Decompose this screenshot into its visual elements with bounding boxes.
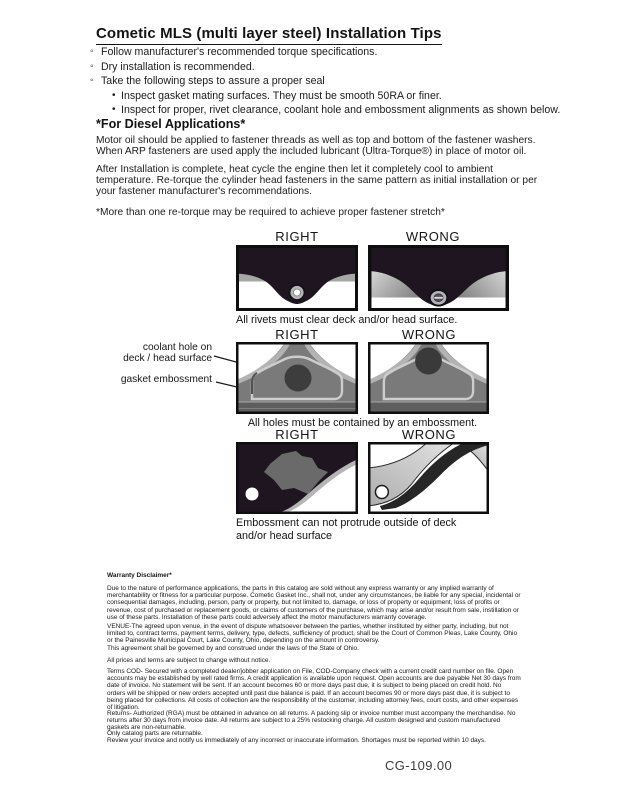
tip-item: ◦ Take the following steps to assure a proper seal (91, 74, 561, 89)
diesel-paragraph-2: After Installation is complete, heat cycle the engine then let it completely cool to ambient temperature. Re-torque the cylinder head fasteners in the same pattern as initial installation or per your fastener manufacturer's recommendations. (96, 164, 538, 197)
terms-cod-clause: Terms COD- Secured with a completed dealer/jobber application on File, COD-Company check with a current credit card number on file. Open accounts may be established by well rated firms. A credit application is available upon request. Open accounts are due payable Net 30 days from date of invoice. No statement will be sent. If an account becomes 60 or more days past due, it is subject to being placed on credit hold. No orders will be shipped or new orders accepted until past due balance is paid. If an account becomes 90 or more days past due, it is subject to being placed for collections. All costs of collection are the responsibility of the customer, including attorney fees, court costs, and other expenses of litigation. (107, 668, 521, 712)
diesel-paragraph-1: Motor oil should be applied to fastener threads as well as top and bottom of the fastener washers. When ARP fasteners are used apply the included lubricant (Ultra-Torque®) in place of motor oil. (96, 135, 536, 157)
venue-clause: VENUE-The agreed upon venue, in the event of dispute whatsoever between the parties, whether instituted by either party, including, but not limited to, contract terms, payment terms, delivery, type, defects, sufficiency of product, shall be the Court of Common Pleas, Lake County, Ohio or the Painesville Municipal Court, Lake County, Ohio, depending on the amount in controversy. (107, 623, 518, 645)
row2-wrong-header: WRONG (401, 327, 457, 342)
warranty-disclaimer: Due to the nature of performance applications, the parts in this catalog are sold without any express warranty or any implied warranty of merchantability or fitness for a particular purpose. Cometic Gasket Inc., shall not, under any circumstances, be liable for any special, incidental or consequential damages, including, person, party or property, but not limited to, damage, or loss of property or equipment, loss of profits or revenue, cost of purchased or replacement goods, or claims of customers of the purchase, which may arise and/or result from sale, instillation or use of these parts. Installation of these parts could adversely affect the motor manufacturers warranty coverage. (107, 585, 521, 621)
prices-clause: All prices and terms are subject to change without notice. (107, 657, 271, 664)
returns-clause: Returns- Authorized (RGA) must be obtained in advance on all returns. A packing slip or invoice number must accompany the merchandise. No returns after 30 days from invoice date. All returns are subject to a 25% restocking charge. All custom designed and custom manufactured gaskets are non-returnable. (107, 710, 516, 732)
diesel-heading: *For Diesel Applications* (96, 117, 246, 131)
tip-subitem: • Inspect for proper, rivet clearance, coolant hole and embossment alignments as shown below. (112, 103, 567, 117)
governing-law-clause: This agreement shall be governed by and construed under the laws of the State of Ohio. (107, 645, 359, 652)
catalog-parts-note: Only catalog parts are returnable. (107, 730, 203, 737)
row2-right-header: RIGHT (275, 327, 319, 342)
embossment-wrong-diagram (368, 442, 489, 514)
coolant-hole-right-diagram (236, 342, 358, 414)
tip-item: ◦ Dry installation is recommended. (91, 60, 561, 75)
row1-right-header: RIGHT (275, 229, 319, 244)
row2-caption: All holes must be contained by an embossment. (247, 417, 478, 429)
row1-wrong-header: WRONG (405, 229, 461, 244)
tip-subitem: • Inspect gasket mating surfaces. They must be smooth 50RA or finer. (112, 89, 567, 103)
row3-wrong-header: WRONG (401, 427, 457, 442)
row1-caption: All rivets must clear deck and/or head surface. (236, 314, 458, 326)
page-code: CG-109.00 (385, 758, 453, 773)
rivet-wrong-diagram (368, 245, 509, 311)
warranty-heading: Warranty Disclaimer* (107, 572, 172, 579)
embossment-right-diagram (236, 442, 358, 514)
page-title: Cometic MLS (multi layer steel) Installation Tips (96, 25, 442, 45)
coolant-hole-wrong-diagram (368, 342, 489, 414)
retorque-note: *More than one re-torque may be required to achieve proper fastener stretch* (96, 207, 445, 218)
rivet-right-diagram (236, 245, 358, 311)
row3-right-header: RIGHT (275, 427, 319, 442)
row3-caption: Embossment can not protrude outside of deck and/or head surface (236, 517, 457, 542)
gasket-embossment-label: gasket embossment (120, 374, 212, 385)
coolant-hole-label: coolant hole on deck / head surface (123, 342, 212, 365)
review-invoice-note: Review your invoice and notify us immediately of any incorrect or inaccurate information. Shortages must be reported within 10 days. (107, 737, 486, 744)
tip-item: ◦ Follow manufacturer's recommended torque specifications. (91, 45, 561, 60)
